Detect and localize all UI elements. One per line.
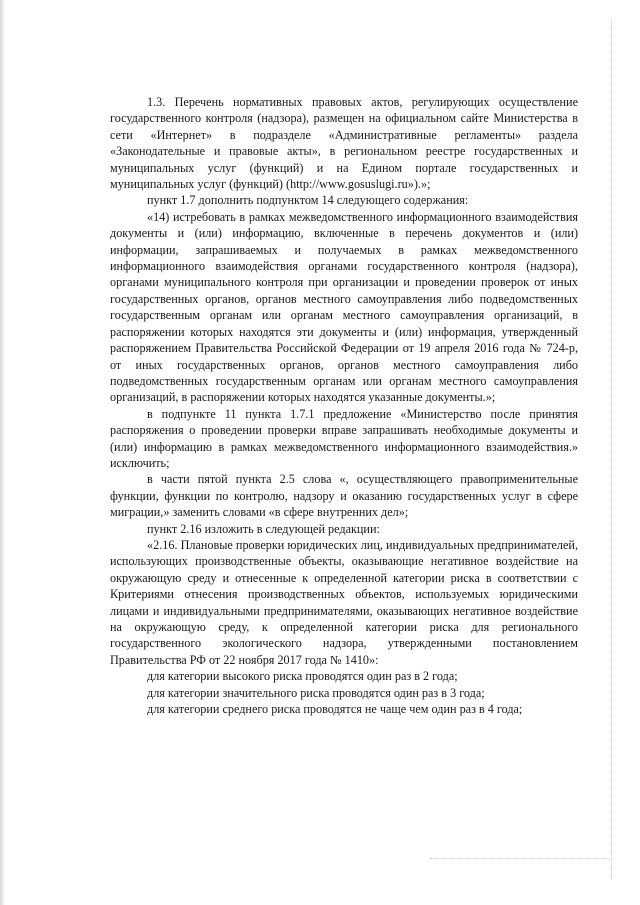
document-page xyxy=(110,94,578,717)
scan-edge-left xyxy=(0,0,4,905)
scan-edge-right xyxy=(611,20,613,880)
paragraph-point-2-16: «2.16. Плановые проверки юридических лиц, индивидуальных предпринимателей, использующих производственные объекты, оказывающие негативное воздействие на окружающую среду и отнесенные к определенной категории риска в соответствии с Критериями отнесения производственных объектов, используемых юридическими лицами и индивидуальными предпринимателями, оказывающих негативное воздействие на окружающую среду, к определенной категории риска для регионального государственного экологического надзора, утвержденными постановлением Правительства РФ от 22 ноября 2017 года № 1410»: xyxy=(110,537,578,667)
paragraph-significant-risk: для категории значительного риска проводятся один раз в 3 года; xyxy=(147,685,485,700)
paragraph-point-1-7: пункт 1.7 дополнить подпунктом 14 следующего содержания: xyxy=(147,193,469,208)
paragraph-1-3: 1.3. Перечень нормативных правовых актов, регулирующих осуществление государственного контроля (надзора), размещен на официальном сайте Министерства в сети «Интернет» в подразделе «Административные регламенты» раздела «Законодательные и правовые акты», в региональном реестре государственных и муниципальных услуг (функций) и на Едином портале государственных и муниципальных услуг (функций) (http://www.gosuslugi.ru»).»; xyxy=(110,95,578,192)
paragraph-subpoint-11: в подпункте 11 пункта 1.7.1 предложение «Министерство после принятия распоряжения о проведении проверки вправе запрашивать необходимые документы и (или) информацию в рамках межведомственного информационного взаимодействия.» исключить; xyxy=(110,406,578,470)
paragraph-point-2-5: в части пятой пункта 2.5 слова «, осуществляющего правоприменительные функции, функции по контролю, надзору и оказанию государственных услуг в сфере миграции,» заменить словами «в сфере внутренних дел»; xyxy=(110,472,578,520)
scan-dash-bottom xyxy=(430,858,610,860)
paragraph-high-risk: для категории высокого риска проводятся один раз в 2 года; xyxy=(147,669,458,684)
paragraph-medium-risk: для категории среднего риска проводятся не чаще чем один раз в 4 года; xyxy=(147,702,523,717)
paragraph-subpoint-14: «14) истребовать в рамках межведомственного информационного взаимодействия документы и (или) информацию, включенные в перечень документов и (или) информации, запрашиваемых и получаемых в рамках межведомственного информационного взаимодействия органами государственного контроля (надзора), органами муниципального контроля при организации и проведении проверок от иных государственных органов, органов местного самоуправления либо подведомственных государственным органам или органам местного самоуправления организаций, в распоряжении которых находятся эти документы и (или) информация, утвержденный распоряжением Правительства Российской Федерации от 19 апреля 2016 года № 724-р, от иных государственных органов, органов местного самоуправления либо подведомственных государственным органам или органам местного самоуправления организаций, в распоряжении которых находятся указанные документы.»; xyxy=(110,209,578,405)
paragraph-point-2-16-intro: пункт 2.16 изложить в следующей редакции: xyxy=(147,521,380,536)
